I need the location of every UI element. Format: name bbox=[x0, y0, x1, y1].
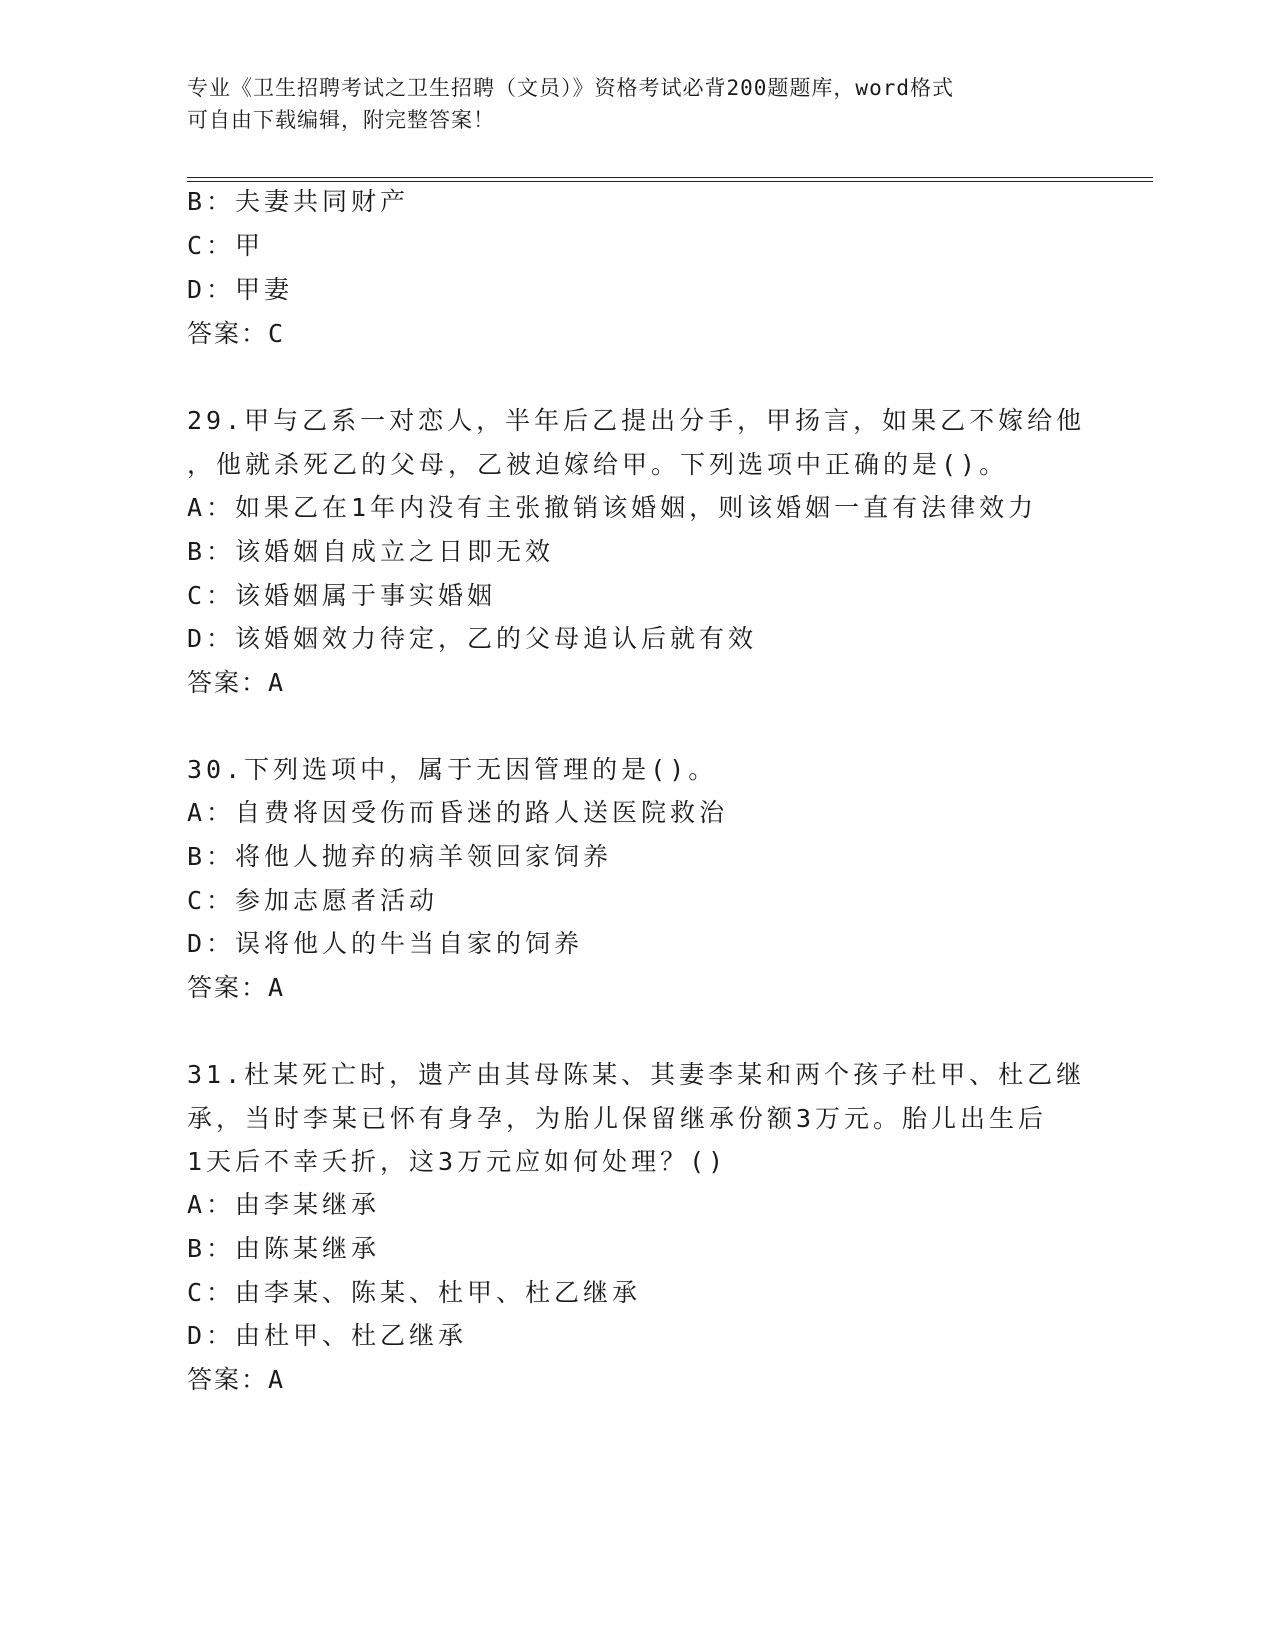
q29-option-d: D：该婚姻效力待定，乙的父母追认后就有效 bbox=[187, 624, 758, 653]
header-line-2: 可自由下载编辑，附完整答案！ bbox=[187, 108, 495, 132]
header-divider-thick bbox=[187, 181, 1153, 182]
q29-option-a: A：如果乙在1年内没有主张撤销该婚姻，则该婚姻一直有法律效力 bbox=[187, 493, 1038, 522]
q28-option-b: B：夫妻共同财产 bbox=[187, 187, 410, 216]
q31-stem-line-3: 1天后不幸夭折，这3万元应如何处理？() bbox=[187, 1147, 728, 1176]
q31-stem-line-2: 承，当时李某已怀有身孕，为胎儿保留继承份额3万元。胎儿出生后 bbox=[187, 1104, 1048, 1133]
q29-option-b: B：该婚姻自成立之日即无效 bbox=[187, 537, 555, 566]
q29-answer: 答案：A bbox=[187, 668, 286, 697]
q30-option-c: C：参加志愿者活动 bbox=[187, 886, 439, 915]
q29-stem-line-1: 29.甲与乙系一对恋人，半年后乙提出分手，甲扬言，如果乙不嫁给他 bbox=[187, 406, 1086, 435]
q31-option-b: B：由陈某继承 bbox=[187, 1234, 381, 1263]
header-line-1: 专业《卫生招聘考试之卫生招聘（文员）》资格考试必背200题题库，word格式 bbox=[187, 76, 954, 100]
q30-option-d: D：误将他人的牛当自家的饲养 bbox=[187, 929, 584, 958]
q31-option-a: A：由李某继承 bbox=[187, 1190, 381, 1219]
q28-option-d: D：甲妻 bbox=[187, 275, 294, 304]
q31-option-c: C：由李某、陈某、杜甲、杜乙继承 bbox=[187, 1278, 642, 1307]
q29-option-c: C：该婚姻属于事实婚姻 bbox=[187, 581, 497, 610]
q31-answer: 答案：A bbox=[187, 1365, 286, 1394]
q30-option-b: B：将他人抛弃的病羊领回家饲养 bbox=[187, 842, 613, 871]
q30-stem-line-1: 30.下列选项中，属于无因管理的是()。 bbox=[187, 755, 718, 784]
q28-option-c: C：甲 bbox=[187, 231, 265, 260]
q28-answer: 答案：C bbox=[187, 319, 286, 348]
document-header bbox=[187, 72, 1087, 136]
header-divider-thin bbox=[187, 177, 1153, 178]
q30-option-a: A：自费将因受伤而昏迷的路人送医院救治 bbox=[187, 798, 729, 827]
q31-stem-line-1: 31.杜某死亡时，遗产由其母陈某、其妻李某和两个孩子杜甲、杜乙继 bbox=[187, 1060, 1086, 1089]
q30-answer: 答案：A bbox=[187, 973, 286, 1002]
q31-option-d: D：由杜甲、杜乙继承 bbox=[187, 1321, 468, 1350]
q29-stem-line-2: ，他就杀死乙的父母，乙被迫嫁给甲。下列选项中正确的是()。 bbox=[187, 450, 1009, 479]
